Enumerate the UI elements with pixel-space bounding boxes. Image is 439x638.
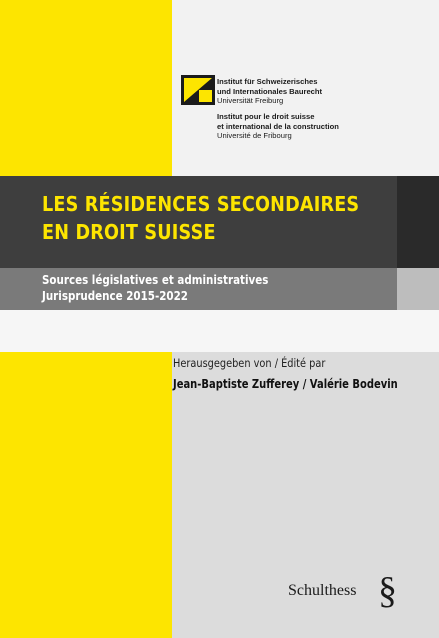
institute-name-de: [217, 77, 322, 106]
book-subtitle: [42, 273, 268, 304]
subtitle-band-accent: [397, 268, 439, 310]
yellow-panel-top: [0, 0, 172, 176]
light-band: [0, 310, 439, 352]
institute-de-line2: und Internationales Baurecht: [217, 86, 323, 96]
institute-fr-line2: et international de la construction: [217, 121, 339, 131]
editors-label: Herausgegeben von / Édité par: [173, 356, 326, 370]
publisher-section-mark-icon: §: [378, 570, 397, 612]
book-subtitle-line1: Sources législatives et administratives: [42, 273, 269, 287]
institute-fr-line3: Université de Fribourg: [217, 131, 292, 141]
institute-de-line3: Universität Freiburg: [217, 96, 284, 106]
yellow-panel-bottom: [0, 352, 172, 638]
book-subtitle-line2: Jurisprudence 2015-2022: [42, 288, 188, 303]
title-band-accent: [397, 176, 439, 268]
institute-name-fr: [217, 112, 339, 141]
institute-logo-icon: [181, 75, 215, 105]
institute-de-line1: Institut für Schweizerisches: [217, 77, 318, 86]
book-title-line2: EN DROIT SUISSE: [42, 220, 216, 244]
publisher-name: Schulthess: [288, 582, 357, 599]
book-title-line1: LES RÉSIDENCES SECONDAIRES: [42, 192, 360, 216]
editors-names: Jean-Baptiste Zufferey / Valérie Bodevin: [173, 377, 398, 391]
book-title: [42, 190, 359, 246]
institute-fr-line1: Institut pour le droit suisse: [217, 112, 315, 121]
